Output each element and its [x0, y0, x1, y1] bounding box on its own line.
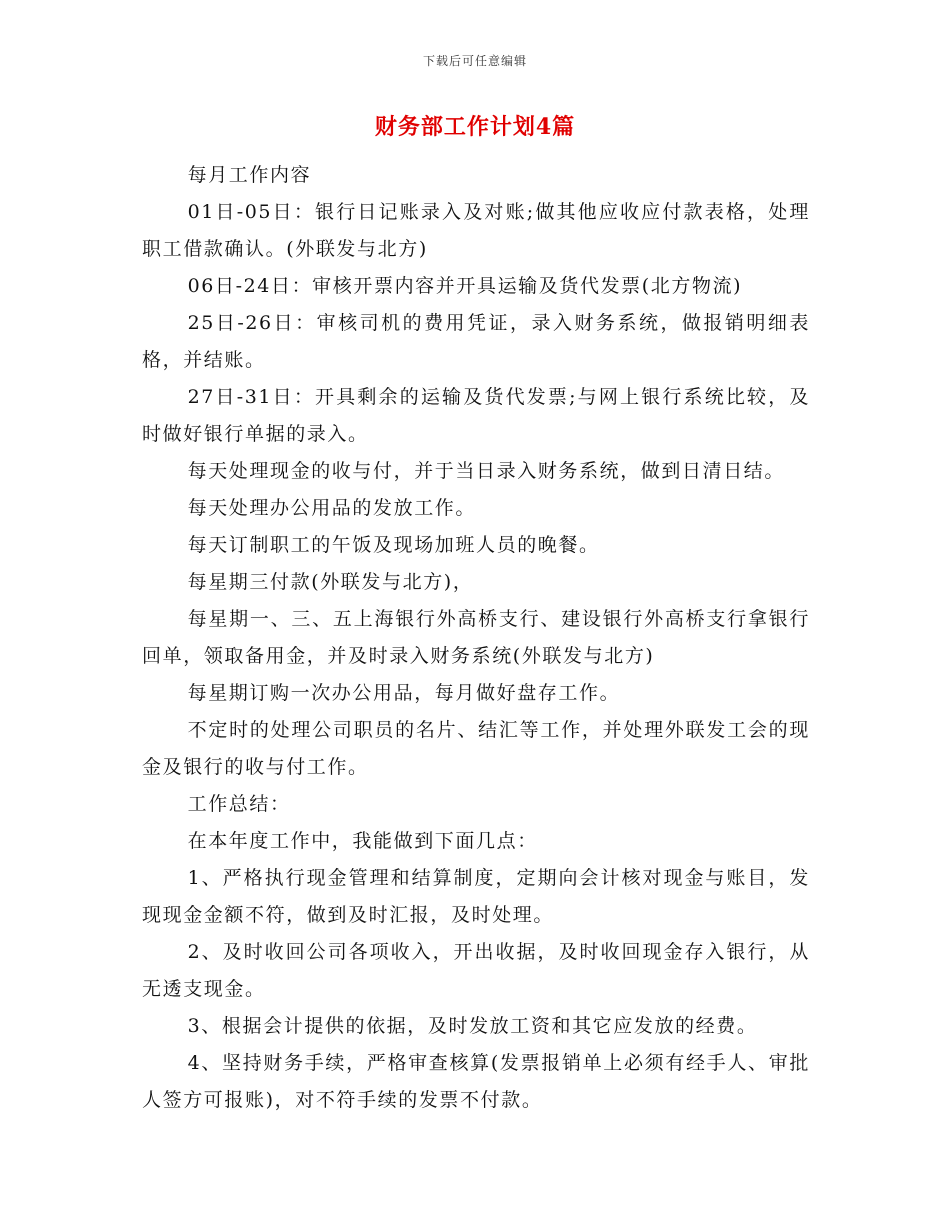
paragraph: 每星期一、三、五上海银行外高桥支行、建设银行外高桥支行拿银行回单，领取备用金，并及时录入财务系统(外联发与北方)	[142, 608, 810, 667]
paragraph: 工作总结：	[187, 793, 291, 815]
paragraph: 每天订制职工的午饭及现场加班人员的晚餐。	[187, 534, 600, 556]
paragraph: 06日-24日：审核开票内容并开具运输及货代发票(北方物流)	[187, 275, 743, 297]
paragraph: 01日-05日：银行日记账录入及对账;做其他应收应付款表格，处理职工借款确认。(外联发与北方)	[142, 201, 810, 260]
paragraph: 1、严格执行现金管理和结算制度，定期向会计核对现金与账目，发现现金金额不符，做到及时汇报，及时处理。	[142, 867, 810, 926]
header-note: 下载后可任意编辑	[422, 54, 527, 68]
paragraph: 每月工作内容	[187, 164, 312, 186]
paragraph: 27日-31日：开具剩余的运输及货代发票;与网上银行系统比较，及时做好银行单据的录入。	[142, 386, 810, 445]
paragraph: 4、坚持财务手续，严格审查核算(发票报销单上必须有经手人、审批人签方可报账)，对不符手续的发票不付款。	[142, 1052, 810, 1111]
paragraph: 每天处理现金的收与付，并于当日录入财务系统，做到日清日结。	[187, 460, 785, 482]
paragraph: 每星期订购一次办公用品，每月做好盘存工作。	[187, 682, 621, 704]
paragraph: 2、及时收回公司各项收入，开出收据，及时收回现金存入银行，从无透支现金。	[142, 941, 810, 1000]
paragraph: 25日-26日：审核司机的费用凭证，录入财务系统，做报销明细表格，并结账。	[142, 312, 810, 371]
document-body	[142, 157, 810, 1119]
paragraph: 每星期三付款(外联发与北方)，	[187, 571, 474, 593]
paragraph: 在本年度工作中，我能做到下面几点：	[187, 830, 538, 852]
paragraph: 3、根据会计提供的依据，及时发放工资和其它应发放的经费。	[187, 1015, 758, 1037]
paragraph: 每天处理办公用品的发放工作。	[187, 497, 476, 519]
document-title: 财务部工作计划4篇	[374, 114, 576, 140]
paragraph: 不定时的处理公司职员的名片、结汇等工作，并处理外联发工会的现金及银行的收与付工作。	[142, 719, 810, 778]
